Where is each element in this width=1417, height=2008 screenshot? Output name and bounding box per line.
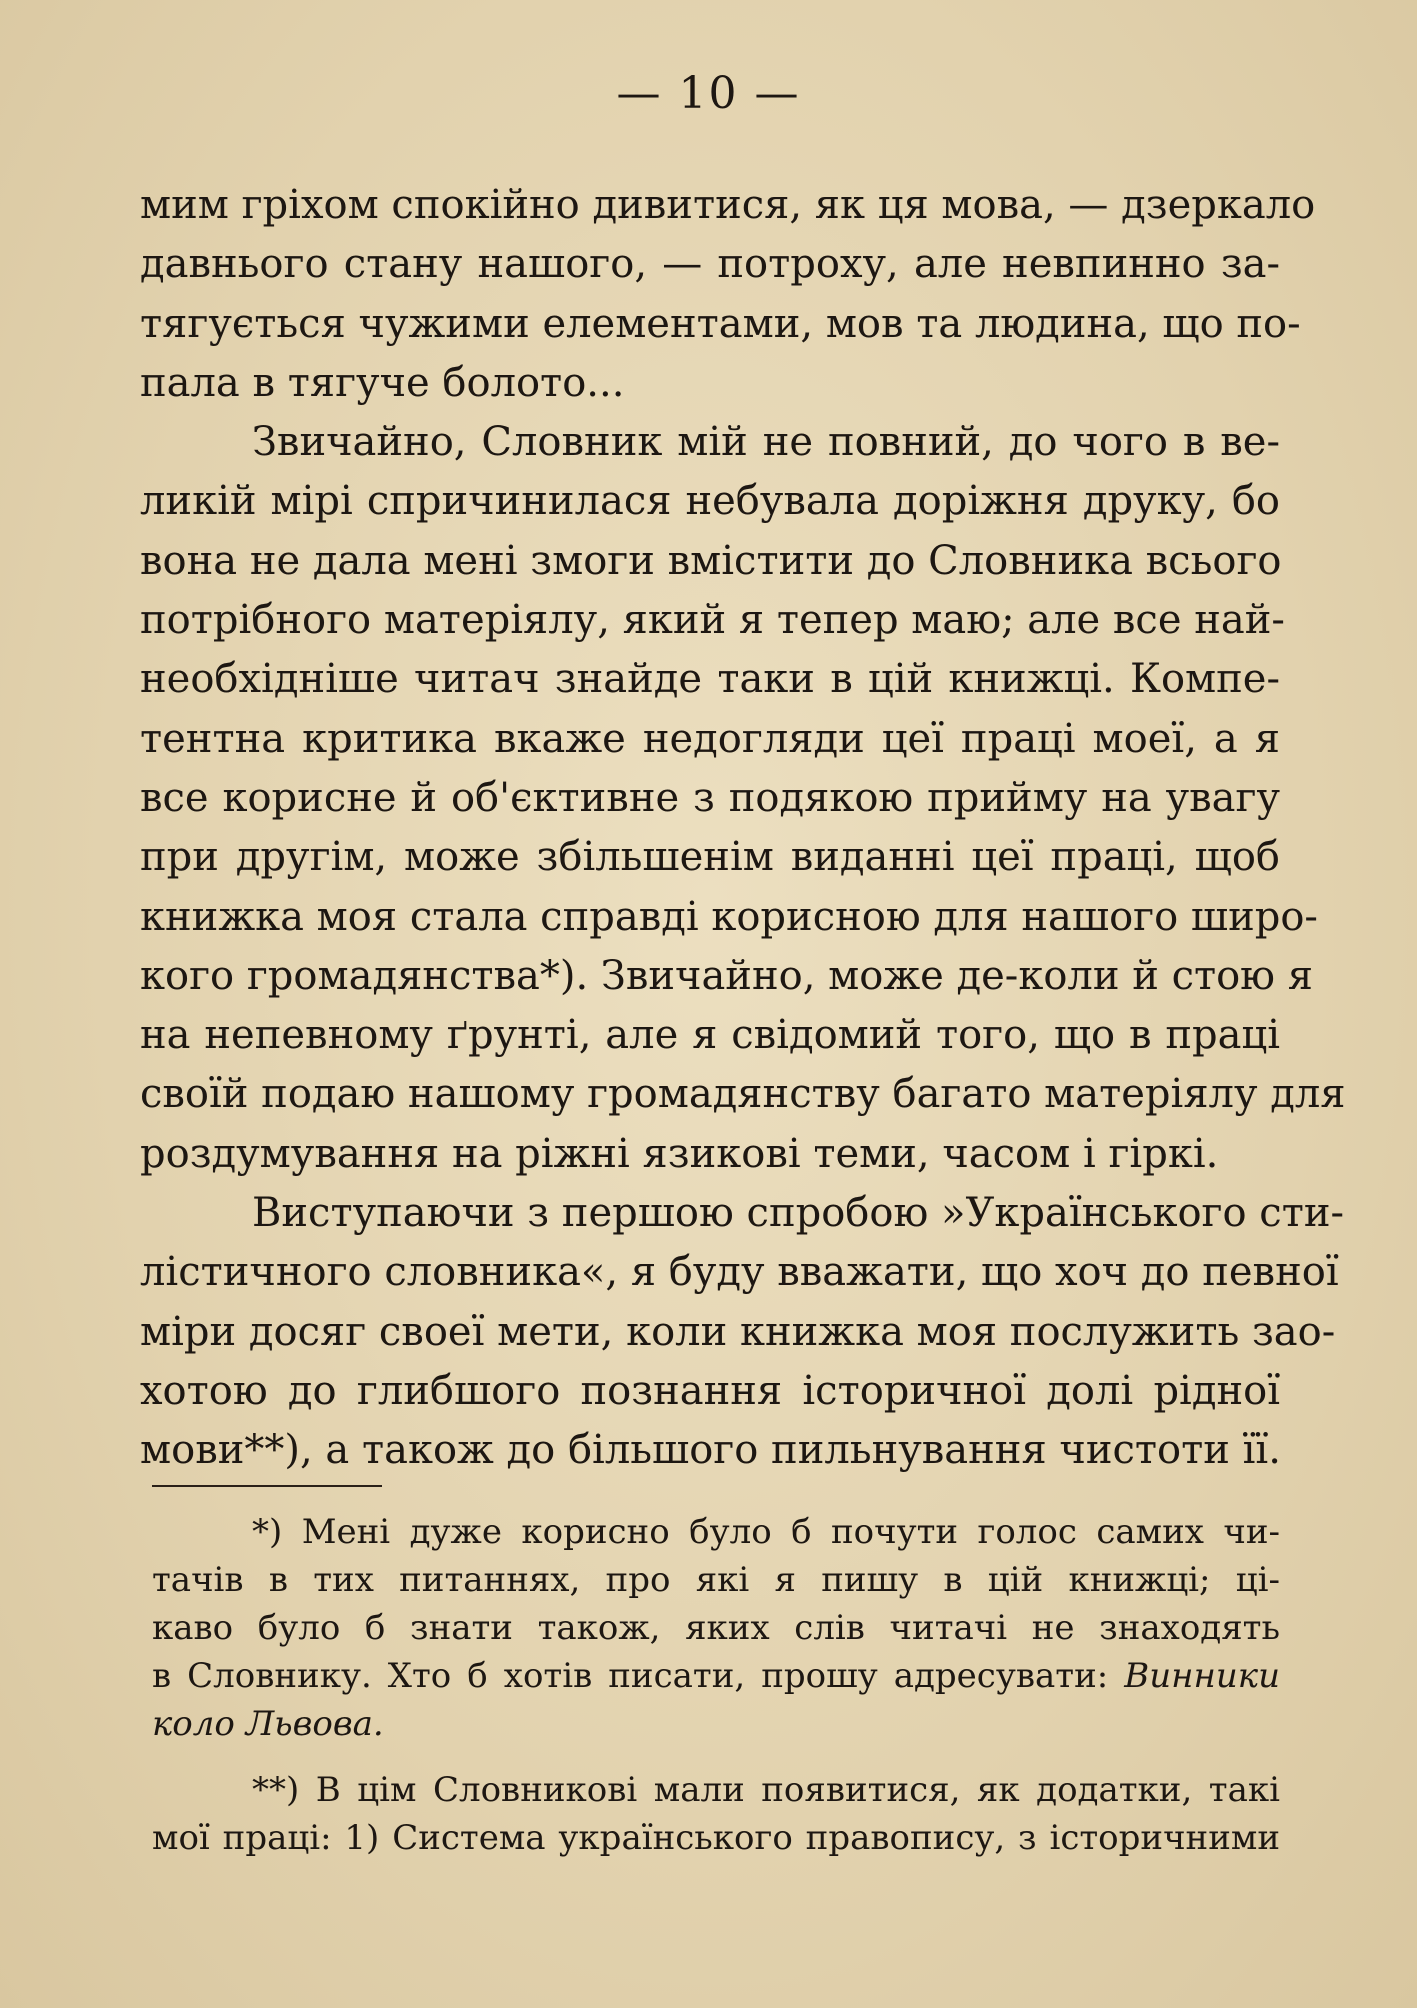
footnote-line: тачів в тих питаннях, про які я пишу в цій книжці; ці- — [152, 1560, 1280, 1600]
text-line: хотою до глибшого познання історичної долі рідної — [140, 1367, 1280, 1414]
text-line: мови**), а також до більшого пильнування чистоти її. — [140, 1427, 1281, 1474]
footnote-line: **) В цім Словникові мали появитися, як додатки, такі — [252, 1770, 1280, 1810]
footnotes — [152, 1508, 1280, 1862]
text-line: давнього стану нашого, — потроху, але невпинно за- — [140, 241, 1280, 288]
main-text — [140, 176, 1346, 1481]
footnote-line — [152, 1700, 1280, 1748]
text-line: вона не дала мені змоги вмістити до Словника всього — [140, 537, 1282, 584]
text-line: тентна критика вкаже недогляди цеї праці моеї, а я — [140, 715, 1280, 762]
footnote-line — [152, 1652, 1280, 1700]
text-line: міри досяг своеї мети, коли книжка моя послужить зао- — [140, 1308, 1336, 1355]
text-line: на непевному ґрунті, але я свідомий того, що в праці — [140, 1012, 1280, 1059]
footnote-line: каво було б знати також, яких слів читачі не знаходять — [152, 1608, 1280, 1648]
text-line: пала в тягуче болото... — [140, 359, 625, 406]
text-line: книжка моя стала справді корисною для нашого широ- — [140, 893, 1318, 940]
text-line: лістичного словника«, я буду вважати, що хоч до певної — [140, 1249, 1339, 1296]
text-line: Виступаючи з першою спробою »Українського сти- — [252, 1190, 1345, 1237]
footnote-text: в Словнику. Хто б хотів писати, прошу адресувати: — [152, 1656, 1109, 1696]
footnote-address: Винники — [1124, 1656, 1281, 1696]
text-line: при другім, може збільшенім виданні цеї праці, щоб — [140, 834, 1280, 881]
text-line: потрібного матеріялу, який я тепер маю; але все най- — [140, 597, 1285, 644]
text-line: Звичайно, Словник мій не повний, до чого в ве- — [252, 419, 1280, 466]
text-line: своїй подаю нашому громадянству багато матеріялу для — [140, 1071, 1346, 1118]
text-line: мим гріхом спокійно дивитися, як ця мова, — дзеркало — [140, 182, 1316, 228]
footnote-address: коло Львова. — [152, 1704, 384, 1744]
page-number: — 10 — — [616, 68, 801, 119]
footnote-line: *) Мені дуже корисно було б почути голос самих чи- — [252, 1512, 1280, 1552]
text-line: кого громадянства*). Звичайно, може де-коли й стою я — [140, 952, 1313, 999]
footnote-line: мої праці: 1) Система українського правопису, з історичними — [152, 1818, 1280, 1858]
text-line: необхідніше читач знайде таки в цій книжці. Компе- — [140, 656, 1280, 703]
text-line: тягується чужими елементами, мов та людина, що по- — [140, 300, 1301, 347]
text-line: ликій мірі спричинилася небувала доріжня друку, бо — [140, 478, 1280, 525]
text-line: все корисне й об'єктивне з подякою прийму на увагу — [140, 774, 1280, 821]
text-line: роздумування на ріжні язикові теми, часом і гіркі. — [140, 1130, 1219, 1177]
footnote-divider — [152, 1485, 382, 1487]
